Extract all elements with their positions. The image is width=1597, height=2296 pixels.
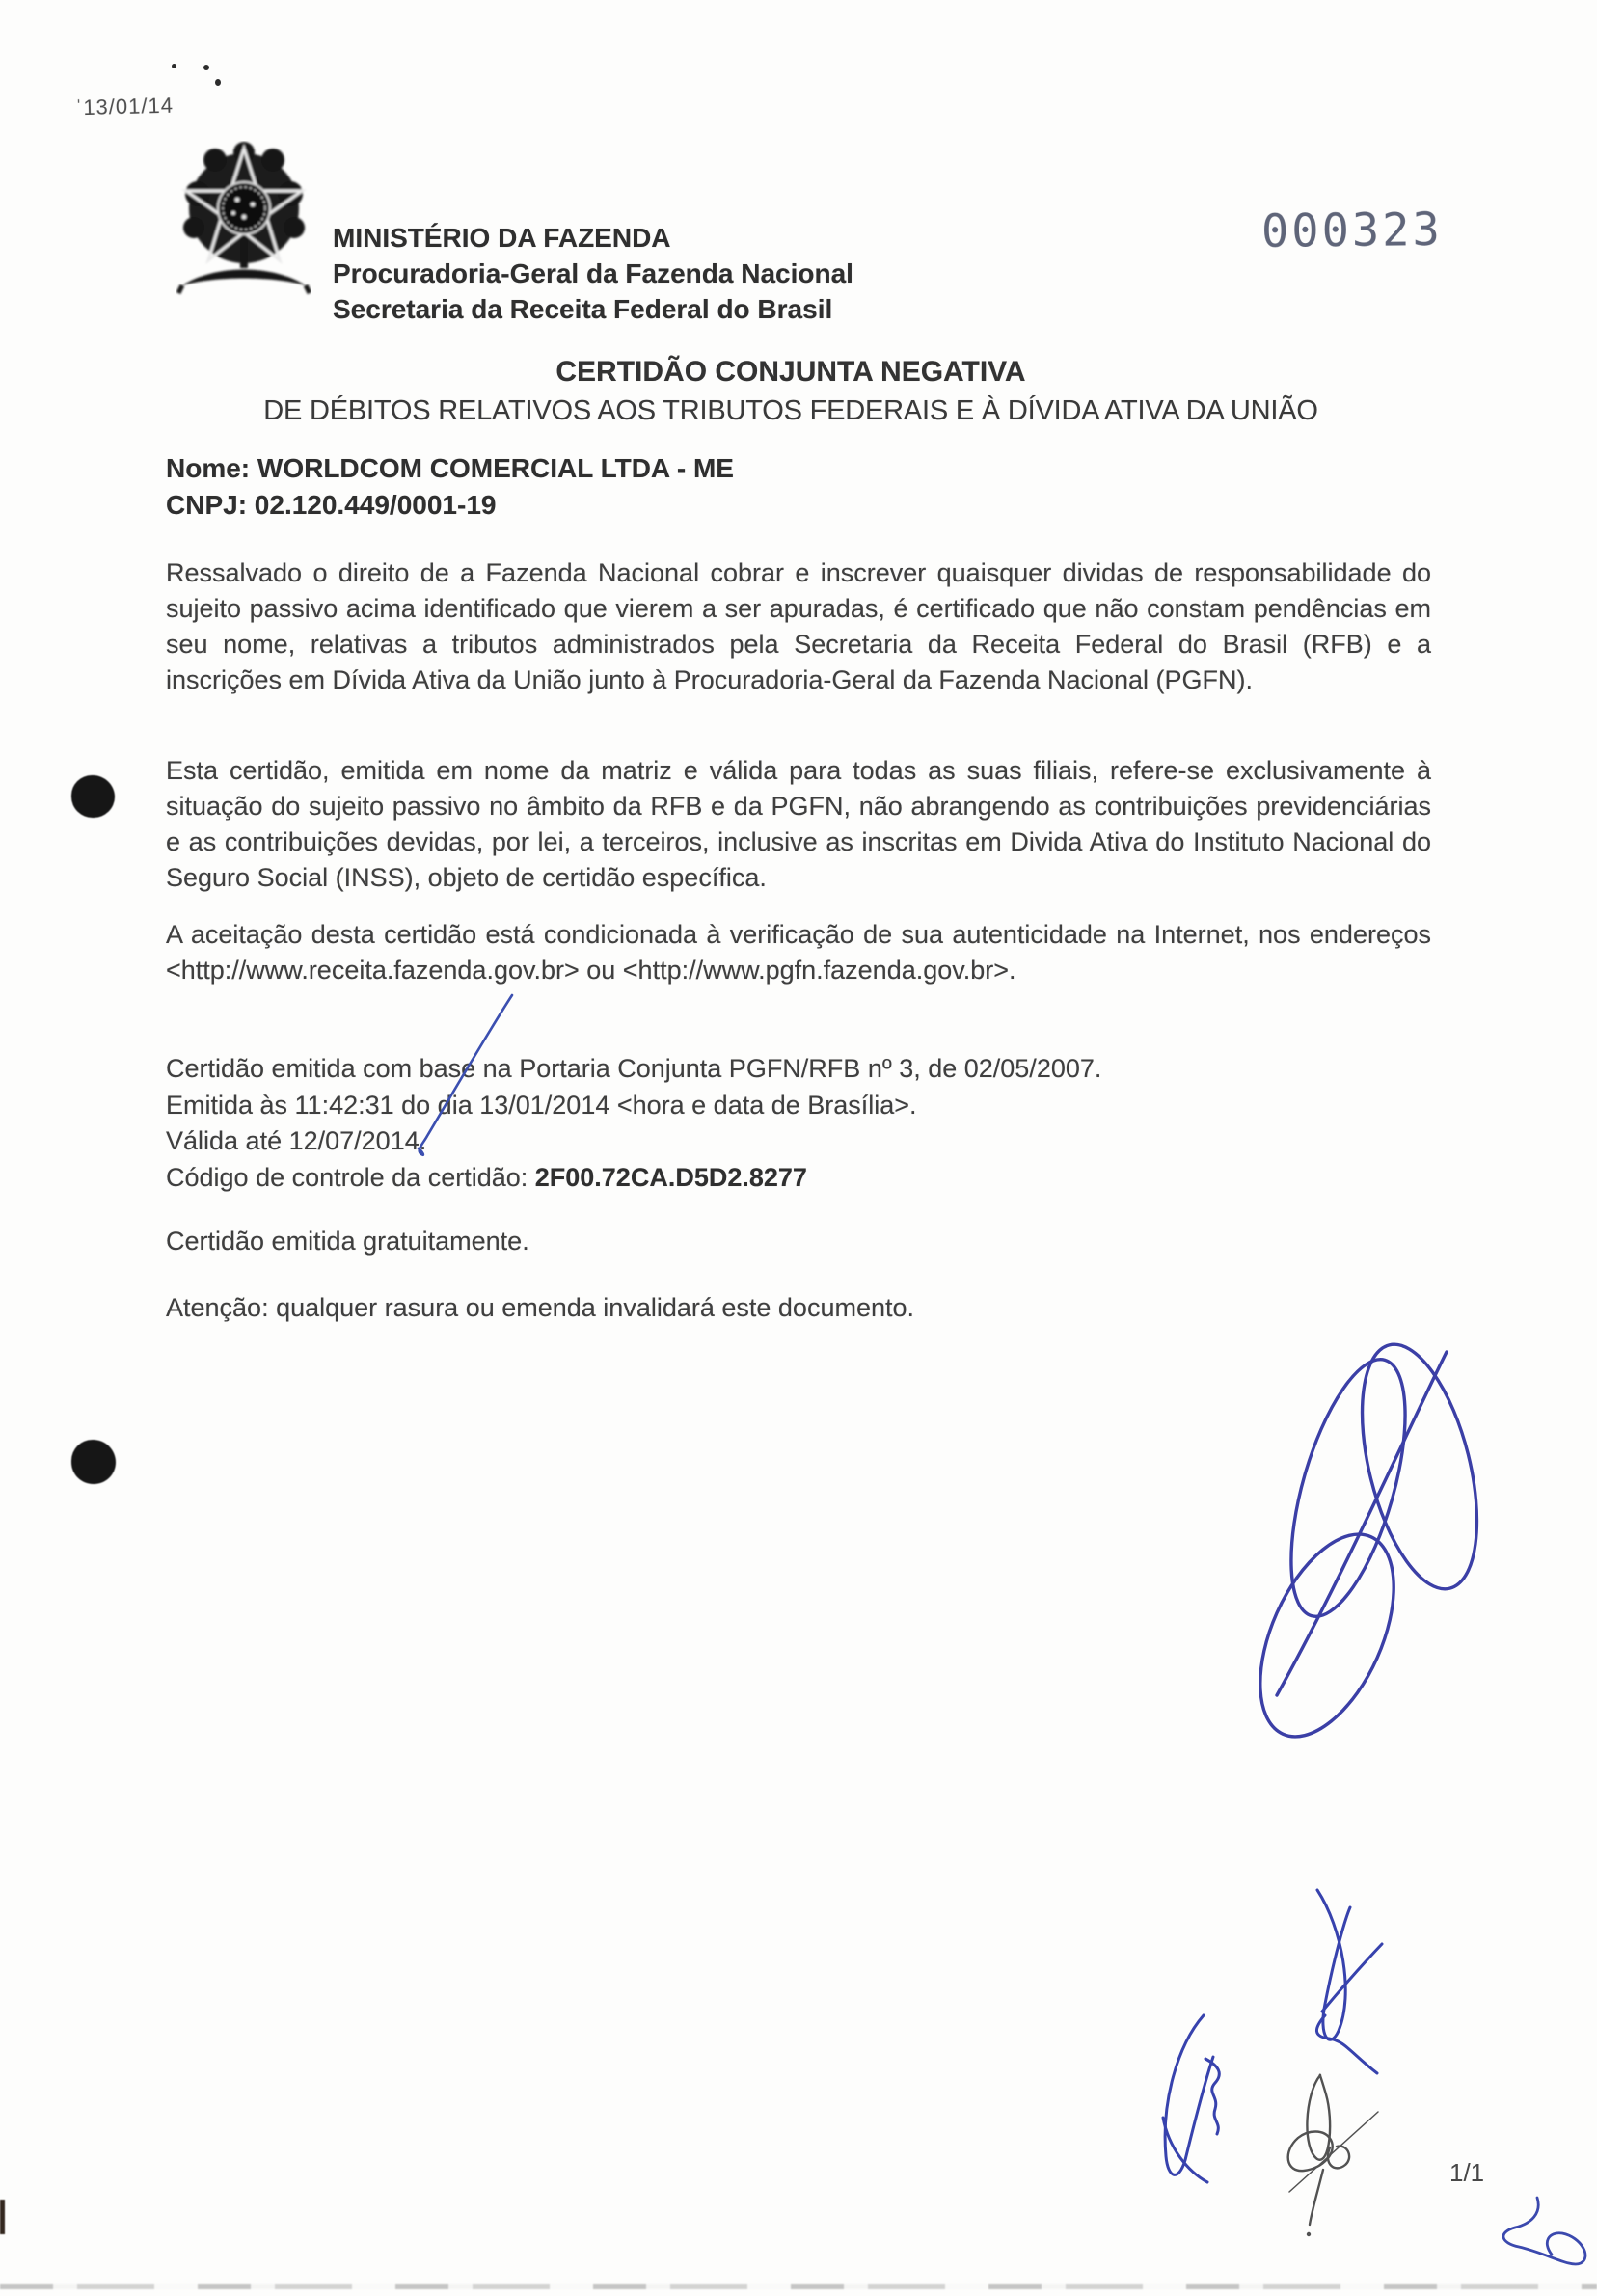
- emission-validity: Válida até 12/07/2014.: [166, 1126, 427, 1155]
- page-indicator: 1/1: [1449, 2158, 1485, 2187]
- subject-cnpj: CNPJ: 02.120.449/0001-19: [166, 490, 497, 520]
- header-pgfn: Procuradoria-Geral da Fazenda Nacional: [333, 258, 853, 288]
- emission-portaria: Certidão emitida com base na Portaria Conjunta PGFN/RFB nº 3, de 02/05/2007.: [166, 1054, 1102, 1083]
- paragraph-autenticidade: A aceitação desta certidão está condicionada à verificação de sua autenticidade na Internet, nos endereços <http://www.receita.fazenda.gov.br> ou <http://www.pgfn.fazenda.gov.br>.: [166, 920, 1431, 985]
- large-oval-pen-scribble: [1232, 1333, 1499, 1756]
- emission-control: [166, 1160, 1431, 1197]
- ink-speck: [172, 64, 176, 68]
- brazil-coat-of-arms-seal: [176, 141, 311, 297]
- emission-datetime: Emitida às 11:42:31 do dia 13/01/2014 <hora e data de Brasília>.: [166, 1090, 917, 1120]
- emission-details: [166, 1051, 1431, 1196]
- certificate-subtitle: DE DÉBITOS RELATIVOS AOS TRIBUTOS FEDERAIS E À DÍVIDA ATIVA DA UNIÃO: [263, 395, 1318, 426]
- folio-stamp-number: 000323: [1260, 203, 1444, 258]
- blue-initials-left: [1163, 2015, 1219, 2182]
- header-rfb: Secretaria da Receita Federal do Brasil: [333, 294, 833, 324]
- free-of-charge-note: Certidão emitida gratuitamente.: [166, 1227, 529, 1256]
- header-ministry: MINISTÉRIO DA FAZENDA: [333, 223, 671, 253]
- warning-note: Atenção: qualquer rasura ou emenda invalidará este documento.: [166, 1293, 914, 1322]
- dark-initials-center: [1288, 2075, 1378, 2237]
- blue-initials-upper: [1316, 1890, 1382, 2073]
- document-header: [333, 220, 1066, 327]
- ink-speck: [203, 65, 209, 70]
- hole-punch-mark: [71, 775, 115, 818]
- subject-name: Nome: WORLDCOM COMERCIAL LTDA - ME: [166, 453, 734, 483]
- hole-punch-mark: [71, 1440, 116, 1484]
- scan-bottom-edge: [0, 2284, 1597, 2289]
- control-code-label: Código de controle da certidão:: [166, 1162, 535, 1192]
- scan-edge-artifact: [0, 2200, 5, 2234]
- certificate-title: CERTIDÃO CONJUNTA NEGATIVA: [555, 356, 1026, 388]
- blue-corner-loop: [1503, 2198, 1585, 2264]
- paragraph-ressalva: Ressalvado o direito de a Fazenda Nacional cobrar e inscrever quaisquer dividas de responsabilidade do sujeito passivo acima identificado que vierem a ser apuradas, é certificado que não constam pendências em seu nome, relativas a tributos administrados pela Secretaria da Receita Federal do Brasil (RFB) e a inscrições em Dívida Ativa da União junto à Procuradoria-Geral da Fazenda Nacional (PGFN).: [166, 558, 1431, 694]
- paragraph-abrangencia: Esta certidão, emitida em nome da matriz e válida para todas as suas filiais, refere-se exclusivamente à situação do sujeito passivo no âmbito da RFB e da PGFN, não abrangendo as contribuições previdenciárias e as contribuições devidas, por lei, a terceiros, inclusive as inscritas em Divida Ativa do Instituto Nacional do Seguro Social (INSS), objeto de certidão específica.: [166, 756, 1431, 892]
- fax-timestamp: ˈ13/01/14: [74, 93, 175, 121]
- ink-speck: [215, 79, 221, 86]
- control-code-value: 2F00.72CA.D5D2.8277: [534, 1162, 807, 1192]
